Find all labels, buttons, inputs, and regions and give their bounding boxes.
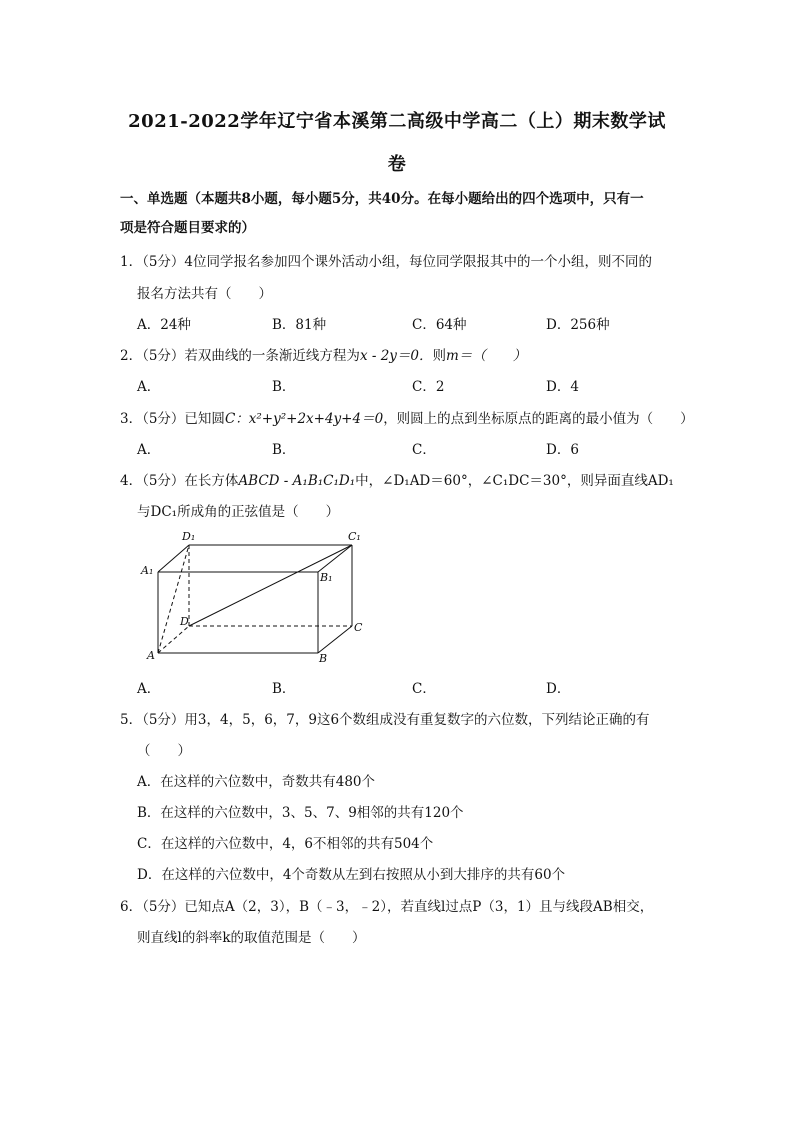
- label-d: D: [180, 615, 189, 628]
- q3-stem: [120, 407, 694, 427]
- q3-option-c: C．: [412, 442, 436, 458]
- q4-solid: ABCD - A₁B₁C₁D₁: [238, 473, 356, 489]
- q4-option-d: D．: [546, 681, 571, 697]
- q2-option-c: C．2: [412, 379, 445, 395]
- q5-stem-line2: （ ）: [137, 743, 191, 759]
- q5-option-b: B．在这样的六位数中，3、5、7、9相邻的共有120个: [137, 805, 464, 821]
- q1-option-c: C．64种: [412, 317, 467, 333]
- q4-stem-line2: 与DC₁所成角的正弦值是（ ）: [137, 504, 340, 520]
- q4-stem-line1: [120, 469, 674, 489]
- q3-option-b: B．: [272, 442, 296, 458]
- q1-option-b: B．81种: [272, 317, 327, 333]
- q2-option-b: B．: [272, 379, 296, 395]
- page-title-line1: 2021-2022学年辽宁省本溪第二高级中学高二（上）期末数学试: [128, 111, 666, 132]
- label-a: A: [147, 649, 155, 662]
- cuboid-figure: [140, 528, 380, 668]
- q3-prefix: 3．（5分）已知圆: [120, 411, 225, 427]
- q1-option-a: A．24种: [137, 317, 191, 333]
- label-c: C: [354, 621, 363, 634]
- q3-option-d: D．6: [546, 442, 579, 458]
- edge-b1c1: [318, 545, 352, 572]
- q2-stem: [120, 344, 526, 364]
- q2-mid: 则: [432, 348, 446, 364]
- q4-option-b: B．: [272, 681, 296, 697]
- q4-suffix: 中，∠D₁AD＝60°，∠C₁DC＝30°，则异面直线AD₁: [355, 473, 674, 489]
- q4-prefix: 4．（5分）在长方体: [120, 473, 239, 489]
- q5-stem-line1: 5．（5分）用3，4，5，6，7，9这6个数组成没有重复数字的六位数，下列结论正确的有: [120, 712, 650, 728]
- q3-option-a: A．: [137, 442, 161, 458]
- label-a1: A₁: [141, 564, 154, 577]
- q5-option-d: D．在这样的六位数中，4个奇数从左到右按照从小到大排序的共有60个: [137, 867, 566, 883]
- q6-stem-line1: 6．（5分）已知点A（2，3），B（﹣3，﹣2），若直线l过点P（3，1）且与线段AB相交，: [120, 899, 654, 915]
- q2-option-d: D．4: [546, 379, 579, 395]
- section-heading-line2: 项是符合题目要求的）: [120, 220, 255, 236]
- page-title-line2: 卷: [387, 154, 407, 175]
- edge-ad-hidden: [158, 626, 189, 653]
- q1-option-d: D．256种: [546, 317, 610, 333]
- label-b: B: [319, 652, 328, 665]
- q4-option-a: A．: [137, 681, 161, 697]
- q1-stem-line1: 1．（5分）4位同学报名参加四个课外活动小组，每位同学限报其中的一个小组，则不同的: [120, 254, 653, 270]
- q5-option-c: C．在这样的六位数中，4，6不相邻的共有504个: [137, 836, 434, 852]
- edge-bc: [318, 626, 352, 653]
- q2-m: m＝（ ）: [446, 348, 527, 364]
- q4-option-c: C．: [412, 681, 436, 697]
- q5-option-a: A．在这样的六位数中，奇数共有480个: [137, 774, 376, 790]
- label-c1: C₁: [348, 530, 361, 543]
- q6-stem-line2: 则直线l的斜率k的取值范围是（ ）: [137, 930, 366, 946]
- q2-option-a: A．: [137, 379, 161, 395]
- edge-a1d1: [158, 545, 189, 572]
- q2-prefix: 2．（5分）若双曲线的一条渐近线方程为: [120, 348, 360, 364]
- section-heading-line1: 一、单选题（本题共8小题，每小题5分，共40分。在每小题给出的四个选项中，只有一: [120, 191, 644, 207]
- q2-equation: x - 2y＝0．: [359, 348, 433, 364]
- q3-equation: C：x²+y²+2x+4y+4＝0: [224, 411, 384, 427]
- label-d1: D₁: [182, 530, 196, 543]
- q1-stem-line2: 报名方法共有（ ）: [137, 286, 272, 302]
- q3-suffix: ，则圆上的点到坐标原点的距离的最小值为（ ）: [383, 411, 694, 427]
- segment-dc1: [189, 545, 352, 626]
- label-b1: B₁: [320, 571, 333, 584]
- segment-ad1-hidden: [158, 545, 189, 653]
